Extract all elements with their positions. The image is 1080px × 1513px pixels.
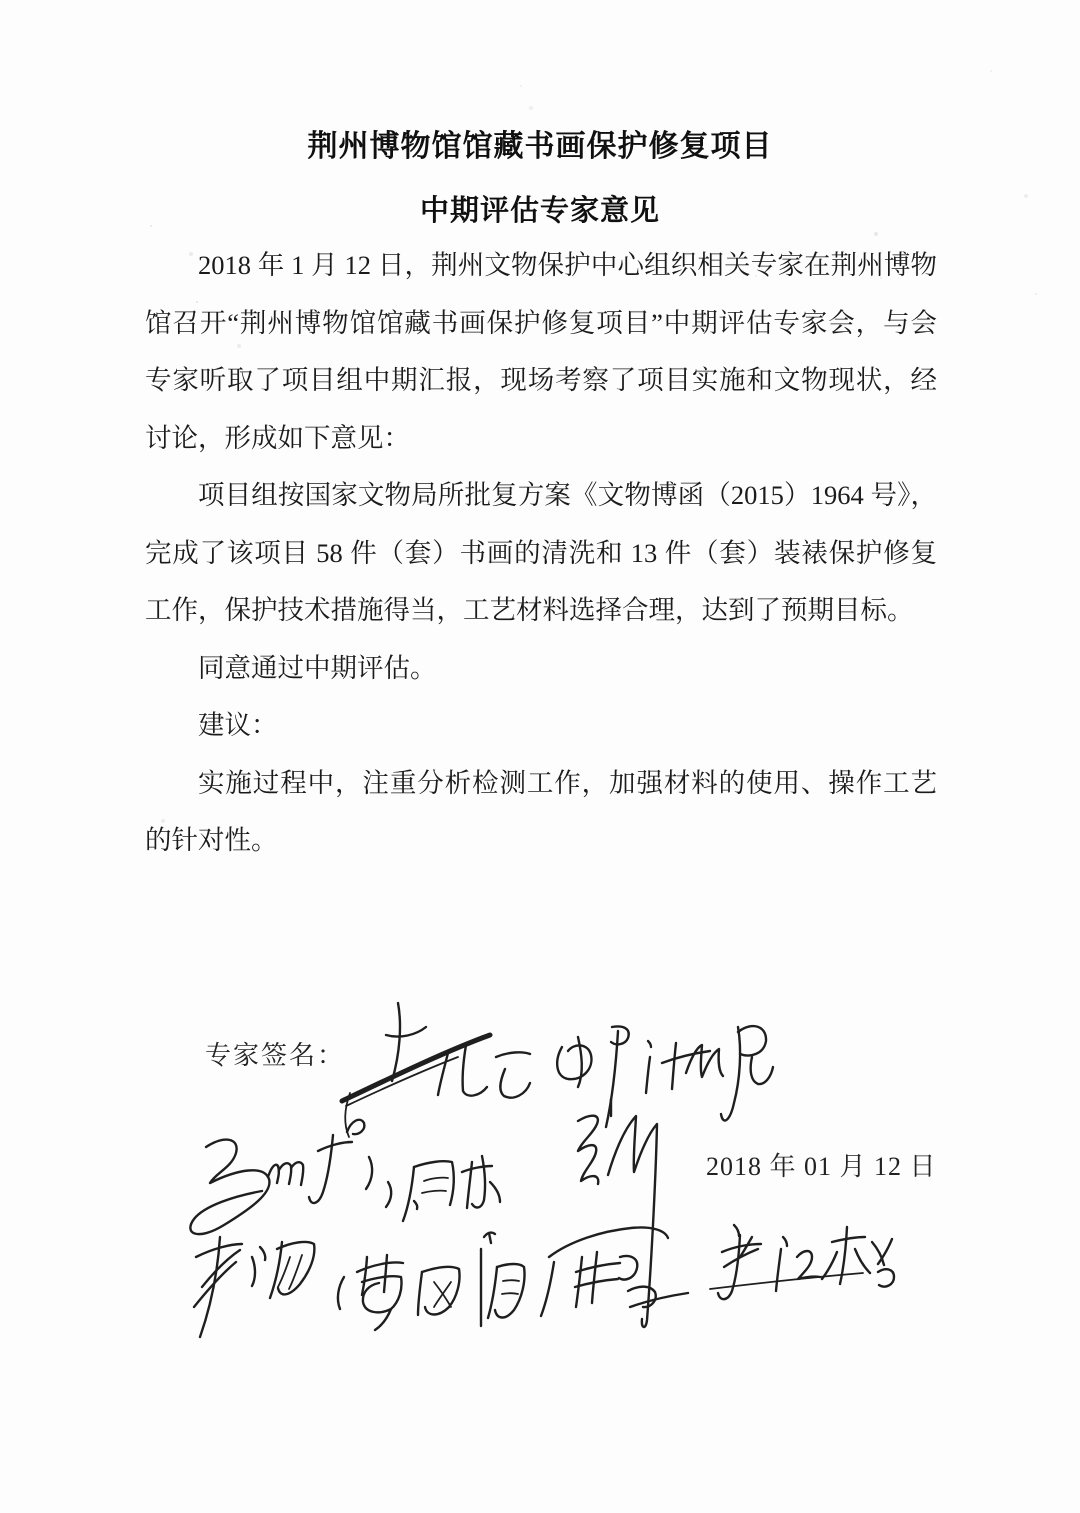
signatures-canvas xyxy=(150,985,970,1355)
paragraph-5: 实施过程中，注重分析检测工作，加强材料的使用、操作工艺的针对性。 xyxy=(145,767,937,855)
paragraph-4: 建议： xyxy=(198,710,278,740)
signature-2 xyxy=(557,1026,773,1127)
document-body xyxy=(145,237,937,870)
signature-6 xyxy=(194,1237,314,1337)
paragraph-2: 项目组按国家文物局所批复方案《文物博函（2015）1964 号》，完成了该项目 58 件（套）书画的清洗和 13 件（套）装裱保护修复工作，保护技术措施得当，工艺材料选择合理，达到了预期目标。 xyxy=(145,480,937,625)
document-subtitle: 中期评估专家意见 xyxy=(419,195,660,227)
signature-9 xyxy=(710,1225,894,1299)
signature-1 xyxy=(342,1003,530,1137)
expert-signature-label: 专家签名： xyxy=(205,1041,346,1070)
paragraph-1: 2018 年 1 月 12 日，荆州文物保护中心组织相关专家在荆州博物馆召开“荆州博物馆馆藏书画保护修复项目”中期评估专家会，与会专家听取了项目组中期汇报，现场考察了项目实施和文物现状，经讨论，形成如下意见： xyxy=(145,250,937,453)
signature-5 xyxy=(578,1099,657,1327)
document-title: 荆州博物馆馆藏书画保护修复项目 xyxy=(307,130,773,163)
document-date: 2018 年 01 月 12 日 xyxy=(706,1152,937,1181)
paragraph-3: 同意通过中期评估。 xyxy=(198,652,437,683)
signature-8 xyxy=(541,1227,688,1316)
signature-7 xyxy=(338,1233,525,1330)
signature-3 xyxy=(190,1120,417,1234)
signature-4 xyxy=(403,1156,500,1221)
